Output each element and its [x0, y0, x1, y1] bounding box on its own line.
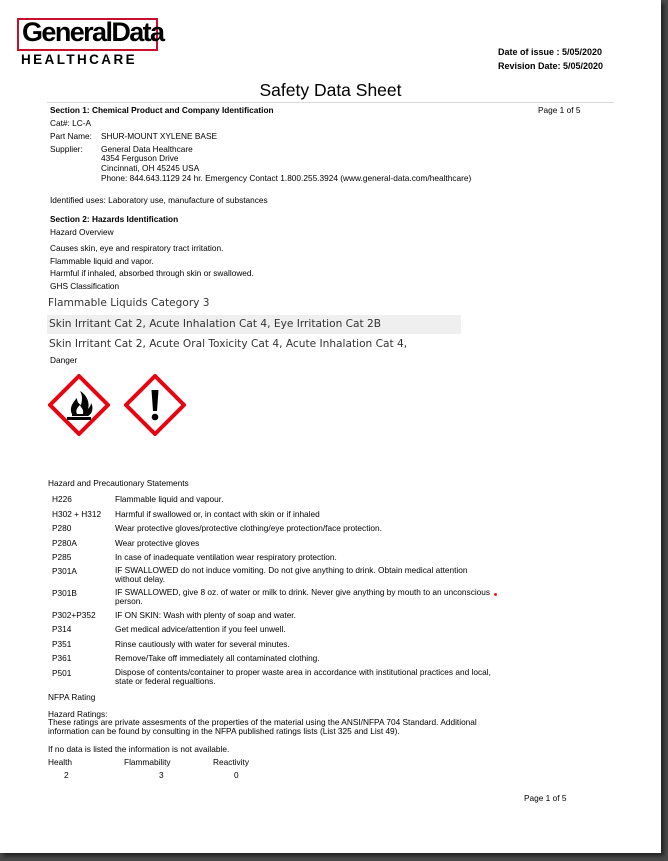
cat-number: Cat#: LC-A [50, 118, 92, 128]
logo-subtitle: HEALTHCARE [21, 52, 137, 67]
statement-code: P351 [52, 639, 72, 649]
signal-word: Danger [50, 355, 78, 365]
company-logo [17, 17, 164, 67]
statement-text: Rinse cautiously with water for several minutes. [115, 639, 290, 649]
rating-value-health: 2 [64, 770, 69, 780]
statement-text: Wear protective gloves [115, 538, 200, 548]
statement-code: P314 [52, 624, 72, 634]
statement-code: H302 + H312 [52, 509, 102, 519]
hazard-ratings-label: Hazard Ratings: [48, 709, 108, 719]
statement-text: Remove/Take off immediately all contaminated clothing. [115, 653, 320, 663]
page-title: Safety Data Sheet [259, 80, 402, 100]
part-name-label: Part Name: [50, 131, 92, 141]
exclamation-pictogram-icon [124, 374, 186, 436]
date-of-issue: Date of issue : 5/05/2020 [498, 47, 603, 57]
statement-text: In case of inadequate ventilation wear respiratory protection. [115, 552, 337, 562]
statement-text: IF ON SKIN: Wash with plenty of soap and water. [115, 610, 296, 620]
supplier-line: General Data Healthcare [101, 144, 193, 154]
revision-date: Revision Date: 5/05/2020 [498, 61, 604, 71]
statement-code: P280A [52, 538, 77, 548]
statement-code: P301B [52, 588, 77, 598]
supplier-label: Supplier: [50, 144, 83, 154]
supplier-line: 4354 Ferguson Drive [101, 153, 179, 163]
rating-value-reactivity: 0 [234, 770, 239, 780]
statement-text: Harmful if swallowed or, in contact with skin or if inhaled [115, 509, 320, 519]
statement-code: P361 [52, 653, 72, 663]
hazard-ratings-text: These ratings are private assesments of the properties of the material using the ANSI/NFPA 704 Standard. Additional information can be found by consulting in the NFPA published ratings lists (List 325 and List 49). [48, 717, 477, 736]
supplier-phone: Phone: 844.643.1129 24 hr. Emergency Contact 1.800.255.3924 (www.general-data.com/healthcare) [101, 173, 472, 183]
statement-code: H226 [52, 494, 72, 504]
statement-text: Flammable liquid and vapour. [115, 494, 224, 504]
statement-text: Dispose of contents/container to proper waste area in accordance with institutional practices and local, state or federal regualtions. [115, 667, 491, 686]
rating-header-reactivity: Reactivity [213, 757, 249, 767]
logo-wordmark: GeneralData [22, 17, 164, 47]
hazard-overview-line: Flammable liquid and vapor. [50, 256, 154, 266]
section2-heading: Section 2: Hazards Identification [50, 214, 179, 224]
title-divider [47, 102, 614, 103]
statement-code: P302+P352 [52, 610, 96, 620]
ghs-class-line: Skin Irritant Cat 2, Acute Inhalation Cat 4, Eye Irritation Cat 2B [49, 318, 382, 330]
section1-heading: Section 1: Chemical Product and Company Identification [50, 105, 274, 115]
statement-text: IF SWALLOWED do not induce vomiting. Do not give anything to drink. Obtain medical attention without delay. [115, 565, 468, 584]
hazard-overview-line: Harmful if inhaled, absorbed through skin or swallowed. [50, 268, 254, 278]
hazard-overview-label: Hazard Overview [50, 227, 114, 237]
statement-code: P501 [52, 668, 72, 678]
ghs-class-line: Flammable Liquids Category 3 [48, 297, 210, 309]
ghs-class-line: Skin Irritant Cat 2, Acute Oral Toxicity Cat 4, Acute Inhalation Cat 4, [49, 338, 408, 350]
page-number-bottom: Page 1 of 5 [524, 793, 567, 803]
statement-code: P285 [52, 552, 72, 562]
flame-pictogram-icon [48, 374, 110, 436]
nfpa-rating-label: NFPA Rating [48, 692, 96, 702]
statement-code: P301A [52, 566, 77, 576]
red-dot-marker [494, 593, 497, 596]
rating-value-flammability: 3 [159, 770, 164, 780]
no-data-note: If no data is listed the information is not available. [48, 744, 230, 754]
statements-label: Hazard and Precautionary Statements [48, 478, 189, 488]
statement-text: IF SWALLOWED, give 8 oz. of water or milk to drink. Never give anything by mouth to an unconscious person. [115, 587, 491, 606]
ghs-classification-label: GHS Classification [50, 281, 120, 291]
hazard-overview-line: Causes skin, eye and respiratory tract irritation. [50, 243, 224, 253]
statement-text: Wear protective gloves/protective clothing/eye protection/face protection. [115, 523, 382, 533]
part-name-value: SHUR-MOUNT XYLENE BASE [101, 131, 218, 141]
identified-uses: Identified uses: Laboratory use, manufacture of substances [50, 195, 268, 205]
statement-text: Get medical advice/attention if you feel unwell. [115, 624, 286, 634]
rating-header-flammability: Flammability [124, 757, 171, 767]
rating-header-health: Health [48, 757, 72, 767]
page-number-top: Page 1 of 5 [538, 105, 581, 115]
supplier-line: Cincinnati, OH 45245 USA [101, 163, 200, 173]
statement-code: P280 [52, 523, 72, 533]
